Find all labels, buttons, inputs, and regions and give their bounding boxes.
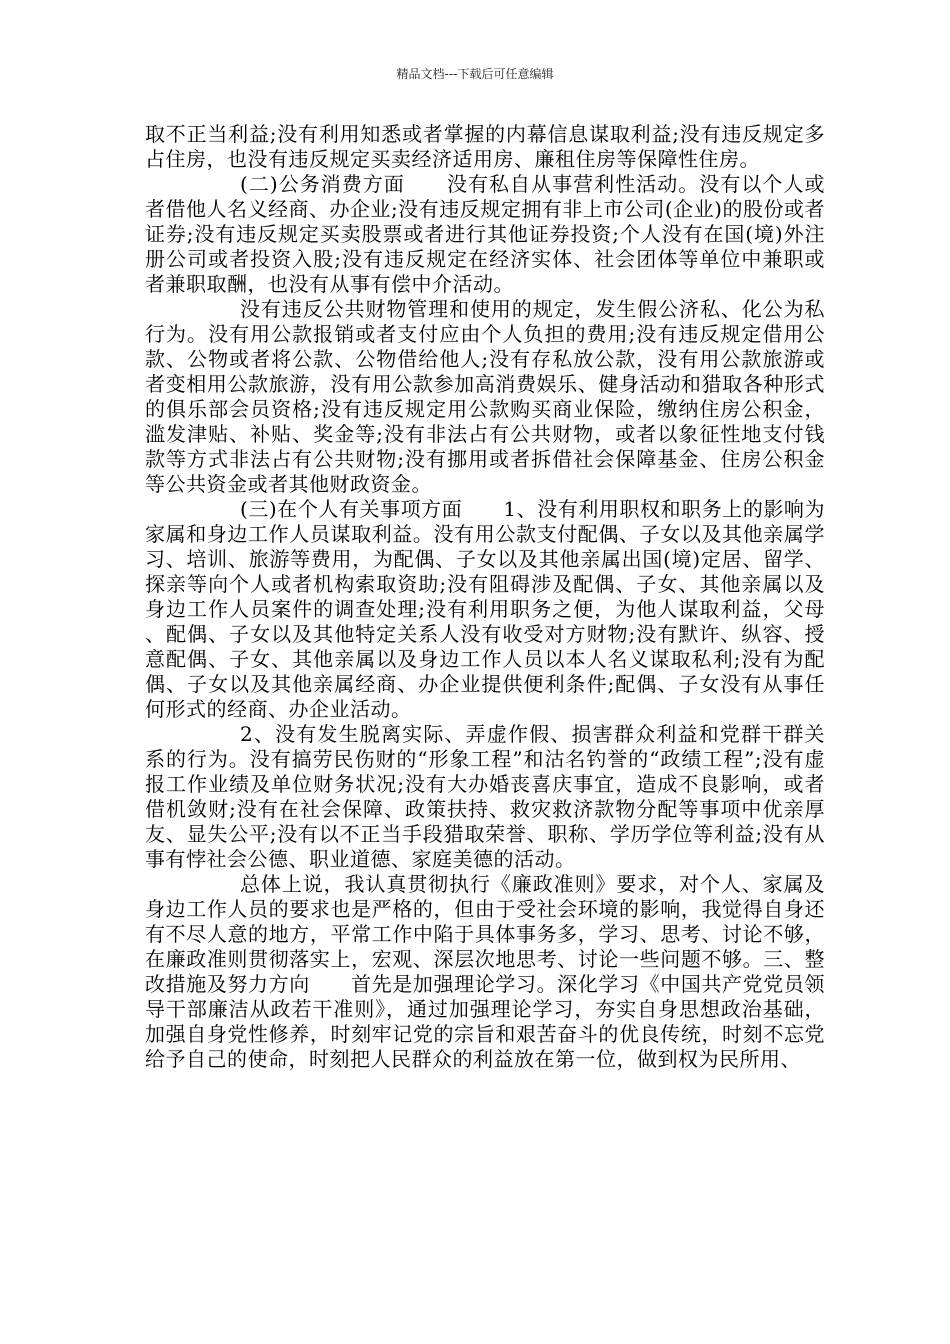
- paragraph-personal-matters: (三)在个人有关事项方面 1、没有利用职权和职务上的影响为家属和身边工作人员谋取利益。没有用公款支付配偶、子女以及其他亲属学习、培训、旅游等费用，为配偶、子女以及其他亲属出国(境)定居、留学、探亲等向个人或者机构索取资助;没有阻碍涉及配偶、子女、其他亲属以及身边工作人员案件的调查处理;没有利用职务之便，为他人谋取利益，父母、配偶、子女以及其他特定关系人没有收受对方财物;没有默许、纵容、授意配偶、子女、其他亲属以及身边工作人员以本人名义谋取私利;没有为配偶、子女以及其他亲属经商、办企业提供便利条件;配偶、子女没有从事任何形式的经商、办企业活动。: [145, 497, 825, 721]
- paragraph-summary: 总体上说，我认真贯彻执行《廉政准则》要求，对个人、家属及身边工作人员的要求也是严格的，但由于受社会环境的影响，我觉得自身还有不尽人意的地方，平常工作中陷于具体事务多，学习、思考、讨论不够，在廉政准则贯彻落实上，宏观、深层次地思考、讨论一些问题不够。三、整改措施及努力方向 首先是加强理论学习。深化学习《中国共产党党员领导干部廉洁从政若干准则》，通过加强理论学习，夯实自身思想政治基础，加强自身党性修养，时刻牢记党的宗旨和艰苦奋斗的优良传统，时刻不忘党给予自己的使命，时刻把人民群众的利益放在第一位，做到权为民所用、: [145, 872, 825, 1071]
- paragraph-public-property: 没有违反公共财物管理和使用的规定，发生假公济私、化公为私行为。没有用公款报销或者支付应由个人负担的费用;没有违反规定借用公款、公物或者将公款、公物借给他人;没有存私放公款，没有用公款旅游或者变相用公款旅游，没有用公款参加高消费娱乐、健身活动和猎取各种形式的俱乐部会员资格;没有违反规定用公款购买商业保险，缴纳住房公积金，滥发津贴、补贴、奖金等;没有非法占有公共财物，或者以象征性地支付钱款等方式非法占有公共财物;没有挪用或者拆借社会保障基金、住房公积金等公共资金或者其他财政资金。: [145, 297, 825, 496]
- paragraph-no-fraud: 2、没有发生脱离实际、弄虚作假、损害群众利益和党群干群关系的行为。没有搞劳民伤财的“形象工程”和沽名钓誉的“政绩工程”;没有虚报工作业绩及单位财务状况;没有大办婚丧喜庆事宜，造成不良影响，或者借机敛财;没有在社会保障、政策扶持、救灾救济款物分配等事项中优亲厚友、显失公平;没有以不正当手段猎取荣誉、职称、学历学位等利益;没有从事有悖社会公德、职业道德、家庭美德的活动。: [145, 722, 825, 871]
- document-body: [145, 122, 825, 1072]
- paragraph-official-consumption: (二)公务消费方面 没有私自从事营利性活动。没有以个人或者借他人名义经商、办企业;没有违反规定拥有非上市公司(企业)的股份或者证券;没有违反规定买卖股票或者进行其他证券投资;个人没有在国(境)外注册公司或者投资入股;没有违反规定在经济实体、社会团体等单位中兼职或者兼职取酬，也没有从事有偿中介活动。: [145, 172, 825, 296]
- page-header: 精品文档---下载后可任意编辑: [396, 67, 554, 81]
- paragraph-continued: 取不正当利益;没有利用知悉或者掌握的内幕信息谋取利益;没有违反规定多占住房，也没有违反规定买卖经济适用房、廉租住房等保障性住房。: [145, 122, 825, 171]
